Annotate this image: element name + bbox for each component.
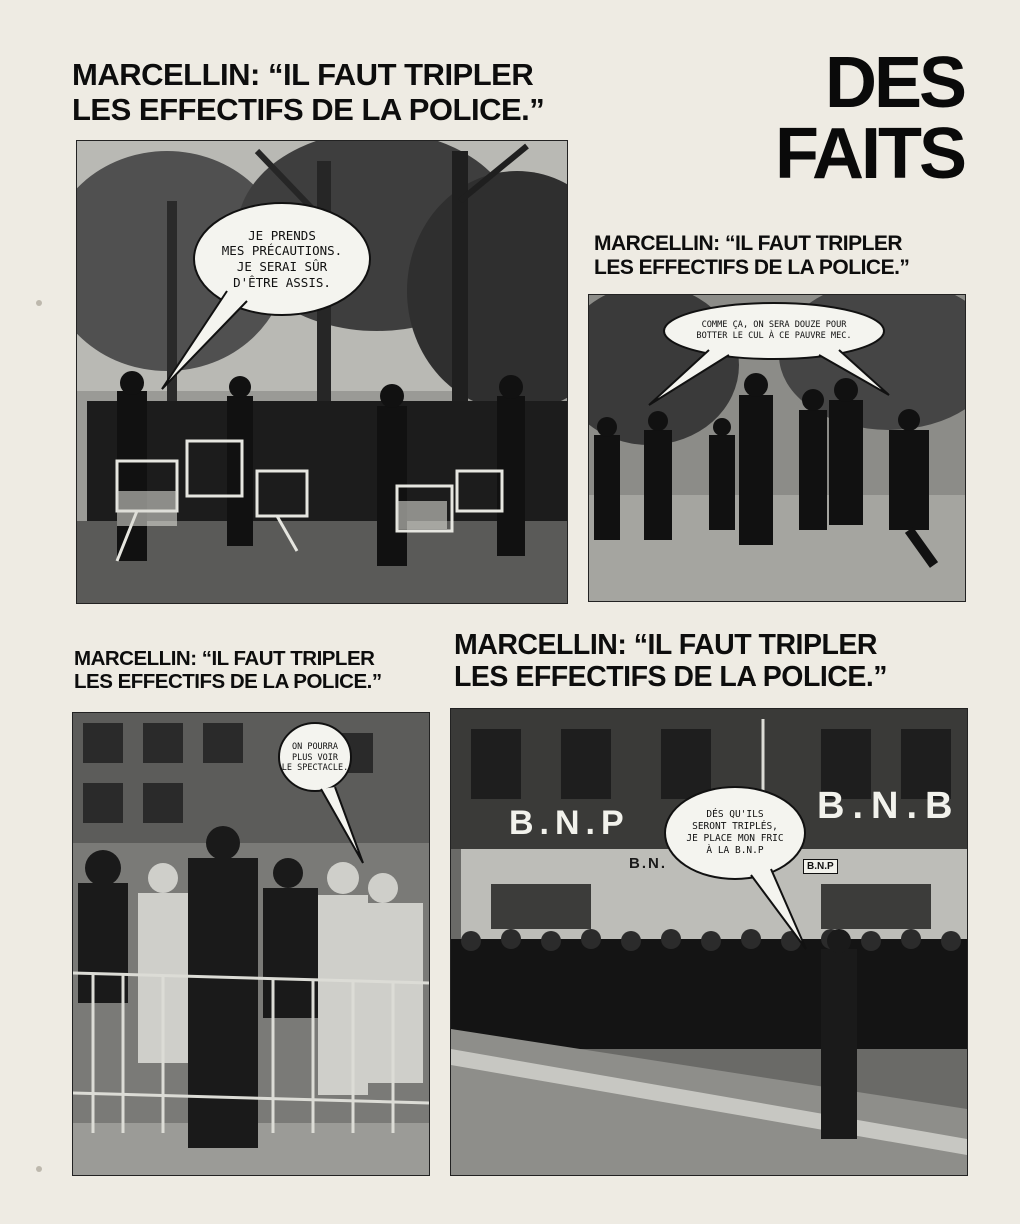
speech-bubble-shape [73,713,429,1175]
bank-sign-right: B.N.B [817,785,961,827]
headline-mid-right [594,232,909,279]
bank-sign-small: B.N. [629,855,667,872]
headline-bottom-left [74,648,382,694]
binder-hole [36,1166,42,1172]
speech-bubble-chairs: JE PRENDS MES PRÉCAUTIONS. JE SERAI SÛR D'ÊTRE ASSIS. [221,227,343,290]
speech-bubble-park: COMME ÇA, ON SERA DOUZE POUR BOTTER LE CUL À CE PAUVRE MEC. [696,320,852,341]
speech-bubble-crowd: ON POURRA PLUS VOIR LE SPECTACLE. [281,742,349,774]
headline-line: LES EFFECTIFS DE LA POLICE.” [72,91,545,127]
page-title [760,43,964,194]
photo-park-arrest [588,294,966,602]
headline-line: LES EFFECTIFS DE LA POLICE.” [594,255,910,279]
binder-hole [36,300,42,306]
photo-bnp-riot-police [450,708,968,1176]
headline-line: MARCELLIN: “IL FAUT TRIPLER [594,232,903,255]
headline-bottom-right [454,630,887,694]
headline-line: MARCELLIN: “IL FAUT TRIPLER [454,629,877,661]
speech-bubble-shape [451,709,967,1175]
headline-top-left [72,58,544,127]
headline-line: MARCELLIN: “IL FAUT TRIPLER [74,647,375,670]
title-line: DES [824,43,964,123]
bank-sign-plate: B.N.P [803,859,838,874]
photo-crowd-barrier [72,712,430,1176]
speech-bubble-bank: DÉS QU'ILS SERONT TRIPLÉS, JE PLACE MON FRIC À LA B.N.P [686,809,784,856]
headline-line: LES EFFECTIFS DE LA POLICE.” [74,669,382,693]
bank-sign-left: B.N.P [509,804,630,842]
headline-line: MARCELLIN: “IL FAUT TRIPLER [72,57,534,92]
title-line: FAITS [774,113,964,194]
headline-line: LES EFFECTIFS DE LA POLICE.” [454,660,888,693]
photo-police-chairs [76,140,568,604]
